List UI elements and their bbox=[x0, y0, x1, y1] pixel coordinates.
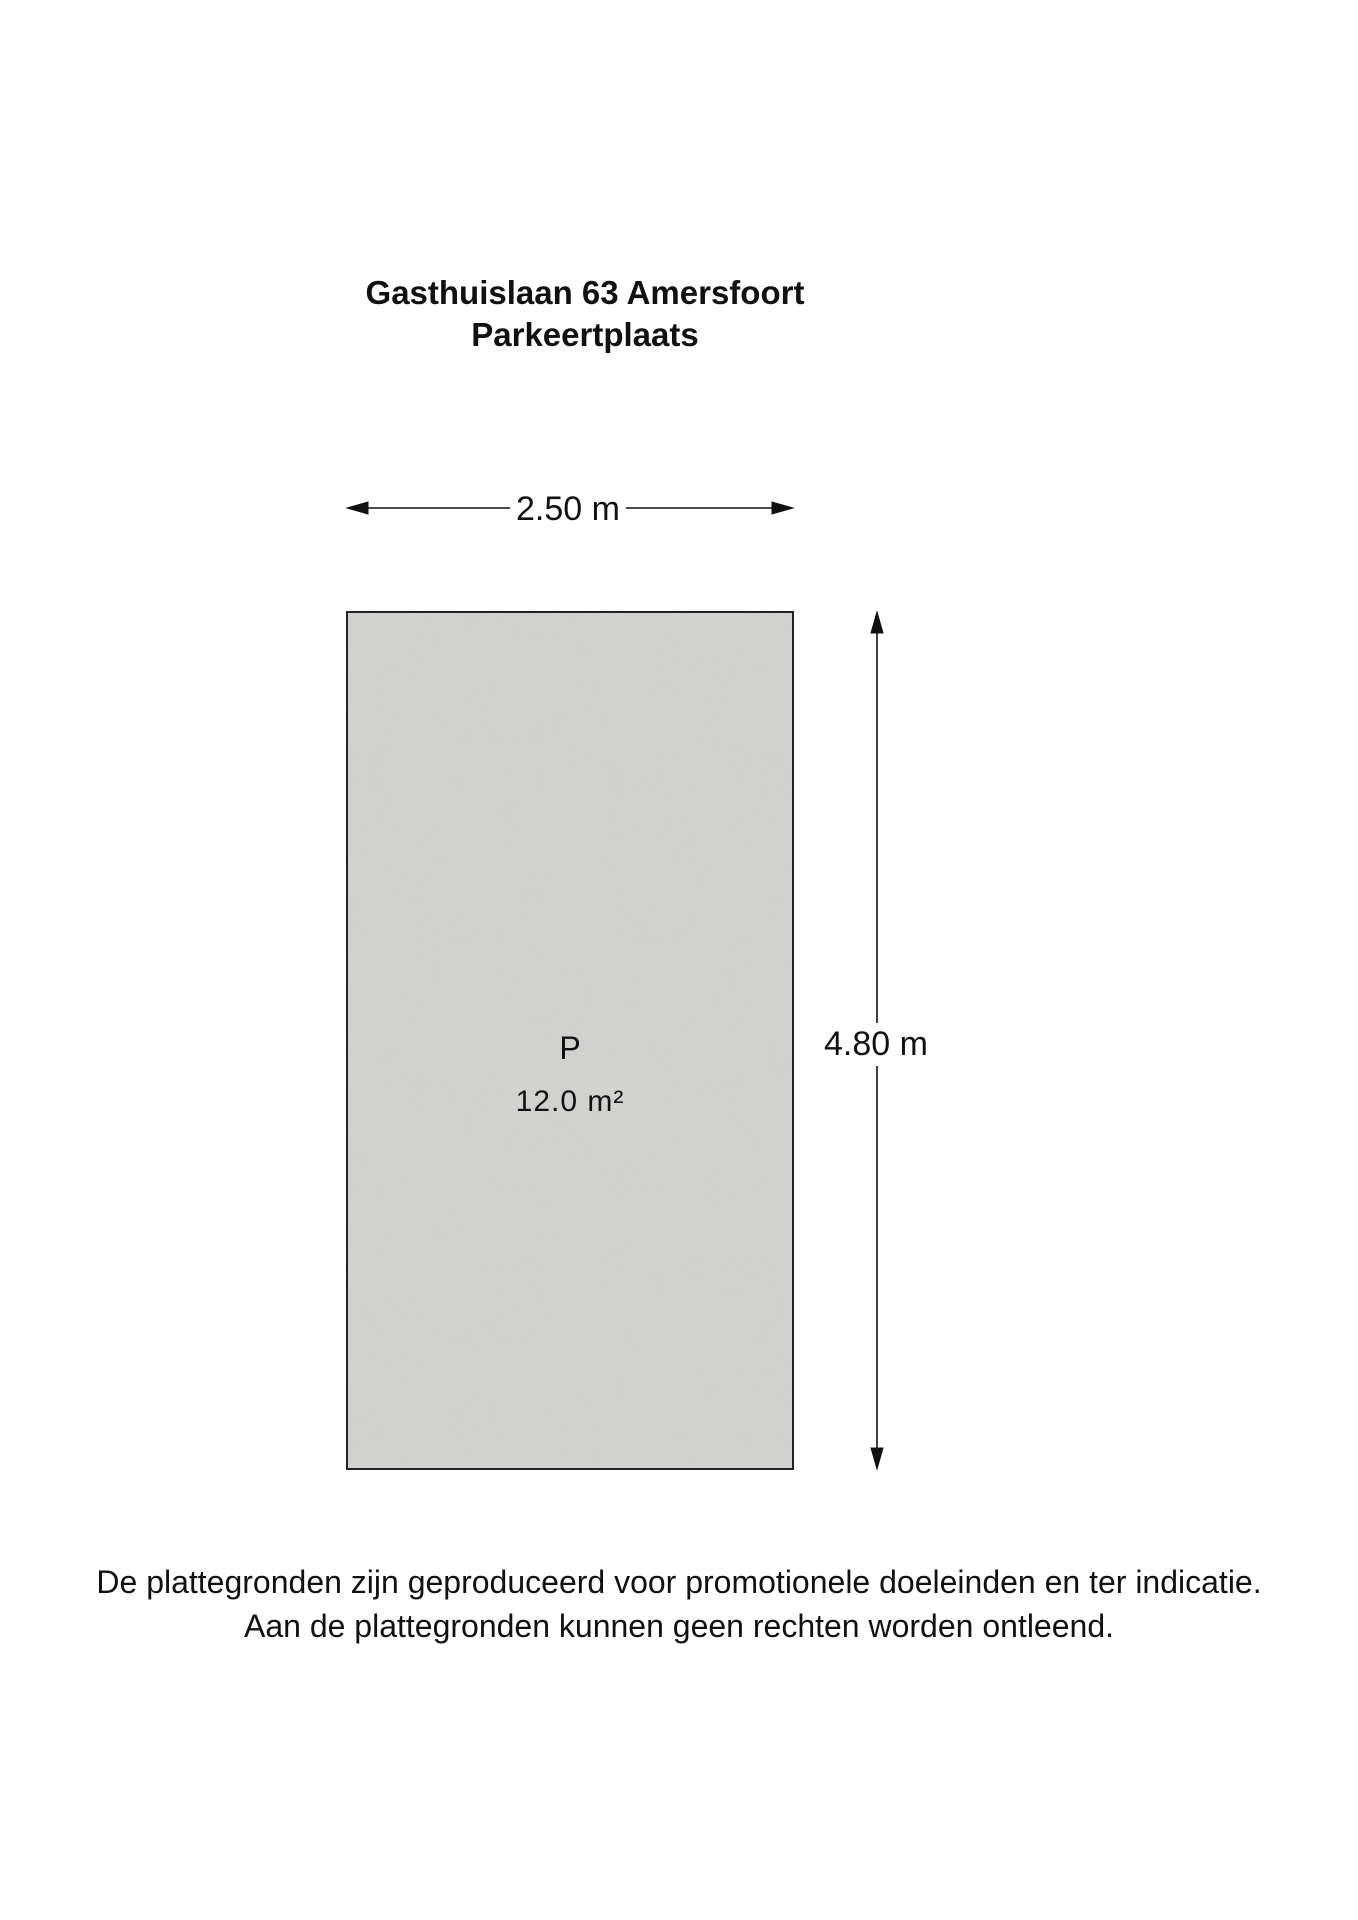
width-dimension-label: 2.50 m bbox=[510, 490, 626, 529]
arrow-down-icon bbox=[871, 1448, 883, 1469]
arrow-up-icon bbox=[871, 612, 883, 633]
address-title: Gasthuislaan 63 Amersfoort bbox=[365, 274, 805, 311]
arrow-left-icon bbox=[347, 502, 368, 514]
room-area-label: 12.0 m² bbox=[515, 1085, 625, 1118]
disclaimer-line-1: De plattegronden zijn geproduceerd voor promotionele doeleinden en ter indicatie. bbox=[96, 1564, 1262, 1600]
disclaimer-line-2: Aan de plattegronden kunnen geen rechten worden ontleend. bbox=[243, 1608, 1114, 1644]
height-dimension-label: 4.80 m bbox=[824, 1023, 928, 1066]
arrow-right-icon bbox=[772, 502, 793, 514]
space-type-title: Parkeertplaats bbox=[471, 316, 699, 353]
disclaimer bbox=[0, 1560, 1358, 1648]
room-name-label: P bbox=[559, 1030, 581, 1066]
